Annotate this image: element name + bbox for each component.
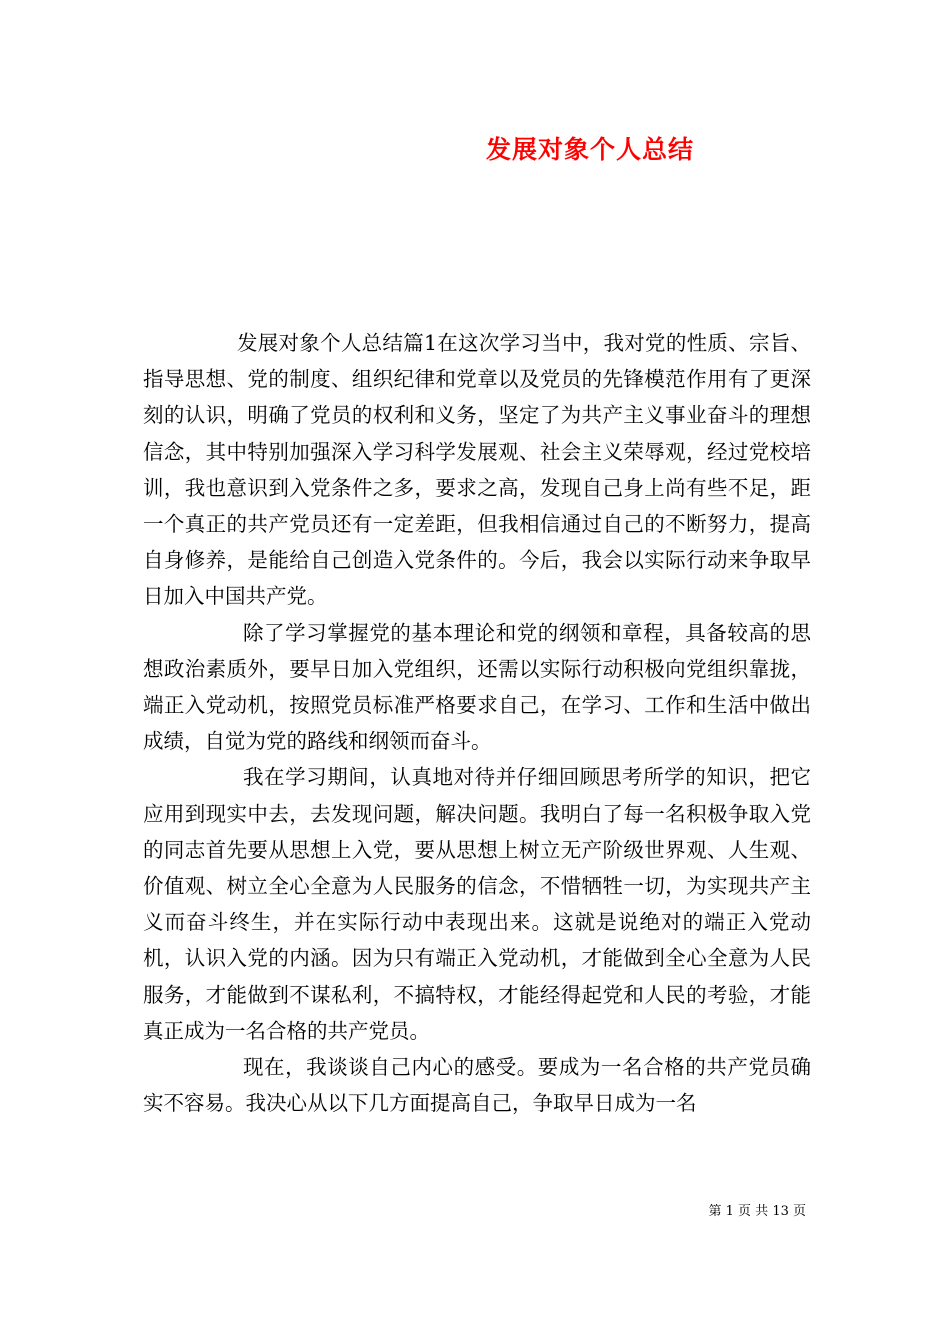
paragraph-4: 现在，我谈谈自己内心的感受。要成为一名合格的共产党员确实不容易。我决心从以下几方面提高自己，争取早日成为一名 <box>143 1055 811 1116</box>
paragraph-2: 除了学习掌握党的基本理论和党的纲领和章程，具备较高的思想政治素质外，要早日加入党组织，还需以实际行动积极向党组织靠拢，端正入党动机，按照党员标准严格要求自己，在学习、工作和生活中做出成绩，自觉为党的路线和纲领而奋斗。 <box>143 620 811 754</box>
paragraph-3: 我在学习期间，认真地对待并仔细回顾思考所学的知识，把它应用到现实中去，去发现问题，解决问题。我明白了每一名积极争取入党的同志首先要从思想上入党，要从思想上树立无产阶级世界观、人生观、价值观、树立全心全意为人民服务的信念，不惜牺牲一切，为实现共产主义而奋斗终生，并在实际行动中表现出来。这就是说绝对的端正入党动机，认识入党的内涵。因为只有端正入党动机，才能做到全心全意为人民服务，才能做到不谋私利，不搞特权，才能经得起党和人民的考验，才能真正成为一名合格的共产党员。 <box>143 765 811 1043</box>
document-body <box>143 325 811 1121</box>
page-footer: 第 1 页 共 13 页 <box>708 1204 806 1219</box>
paragraph-1: 发展对象个人总结篇1在这次学习当中，我对党的性质、宗旨、指导思想、党的制度、组织纪律和党章以及党员的先锋模范作用有了更深刻的认识，明确了党员的权利和义务，坚定了为共产主义事业奋斗的理想信念，其中特别加强深入学习科学发展观、社会主义荣辱观，经过党校培训，我也意识到入党条件之多，要求之高，发现自己身上尚有些不足，距一个真正的共产党员还有一定差距，但我相信通过自己的不断努力，提高自身修养，是能给自己创造入党条件的。今后，我会以实际行动来争取早日加入中国共产党。 <box>143 331 811 609</box>
document-title: 发展对象个人总结 <box>485 135 694 164</box>
